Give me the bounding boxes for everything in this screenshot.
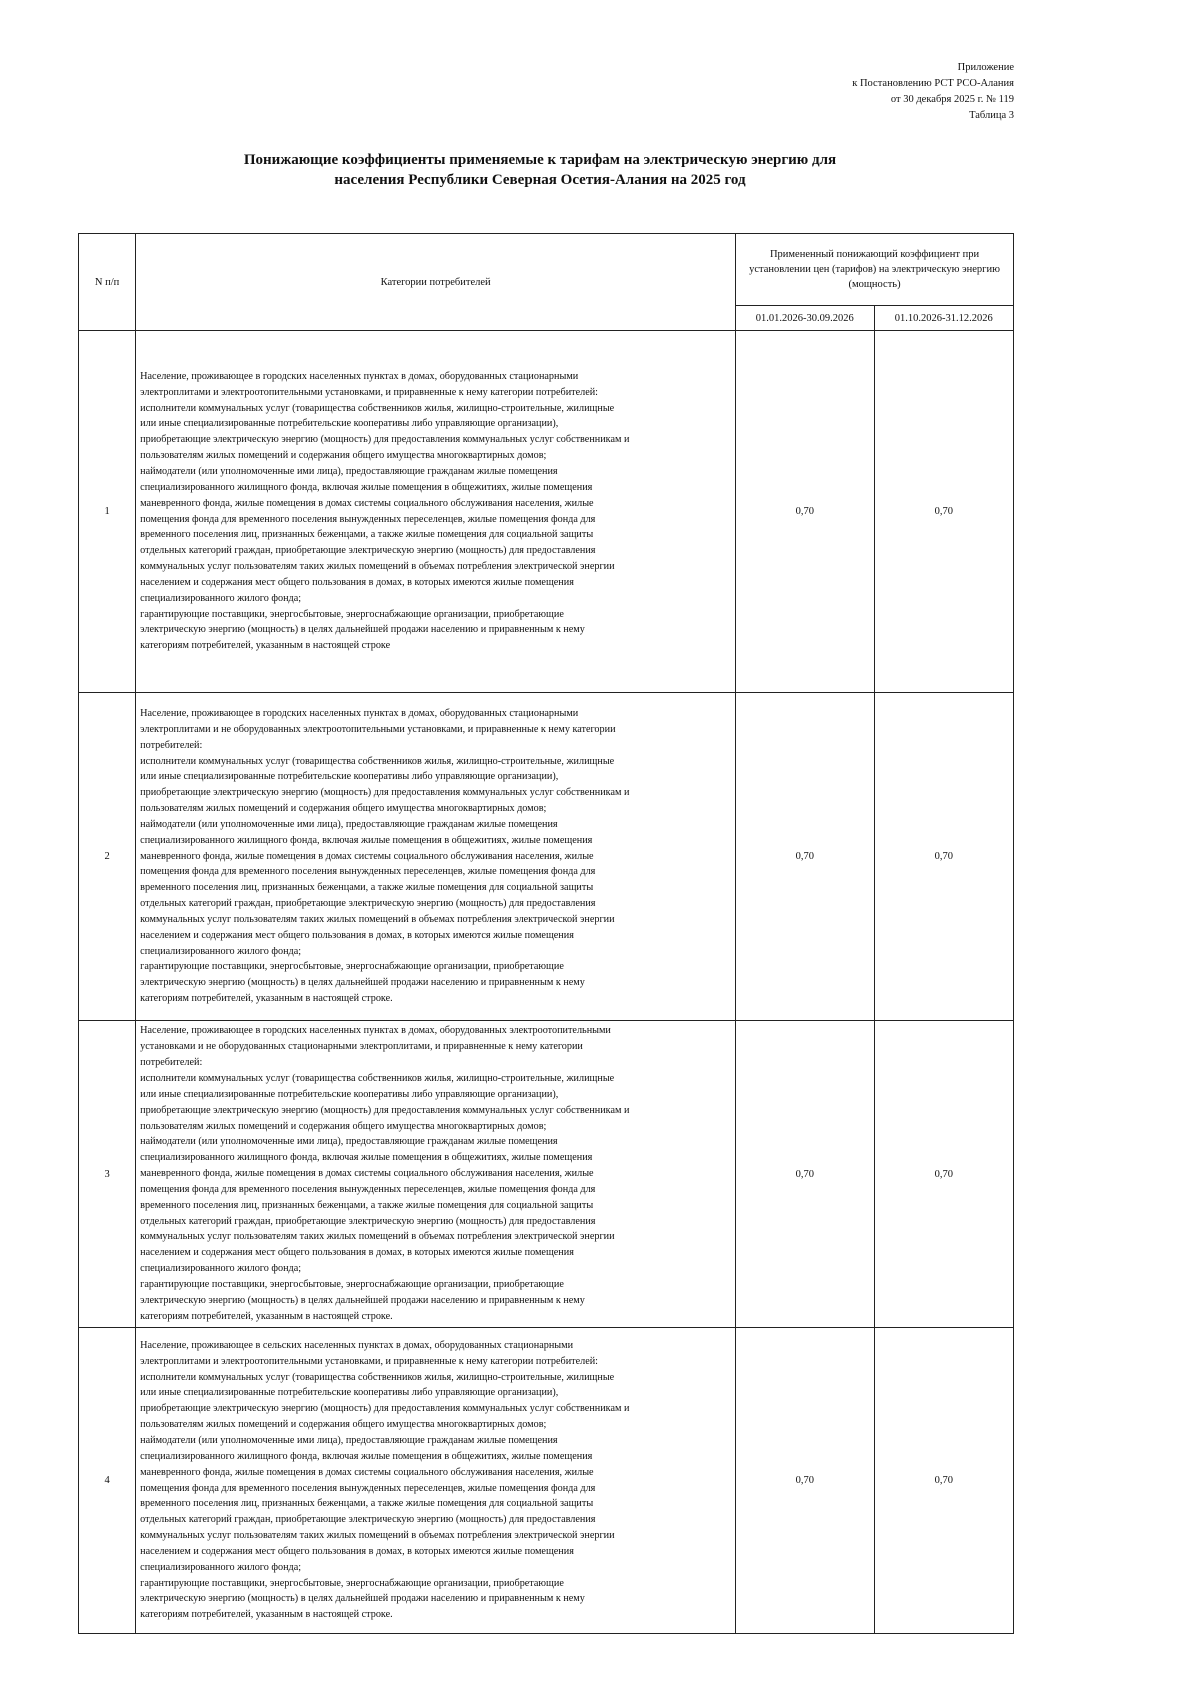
appendix-label: Приложение [957, 62, 1014, 73]
row-coefficient-period-2: 0,70 [874, 693, 1013, 1021]
category-line: Население, проживающее в городских населенных пунктах в домах, оборудованных электроотопительными [140, 1025, 611, 1037]
category-line: специализированного жилого фонда; [140, 592, 302, 604]
category-line: специализированного жилищного фонда, включая жилые помещения в общежитиях, жилые помещения [140, 481, 593, 493]
category-line: приобретающие электрическую энергию (мощность) для предоставления коммунальных услуг собственникам и [140, 787, 630, 799]
category-line: маневренного фонда, жилые помещения в домах системы социального обслуживания населения, жилые [140, 850, 594, 862]
title-line-1: Понижающие коэффициенты применяемые к тарифам на электрическую энергию для [243, 152, 837, 168]
category-line: электрическую энергию (мощность) в целях дальнейшей продажи населению и приравненным к нему [140, 1294, 585, 1306]
category-line: маневренного фонда, жилые помещения в домах системы социального обслуживания населения, жилые [140, 497, 594, 509]
category-line: гарантирующие поставщики, энергосбытовые, энергоснабжающие организации, приобретающие [140, 1278, 564, 1290]
category-line: помещения фонда для временного поселения вынужденных переселенцев, жилые помещения фонда для [140, 866, 596, 878]
category-line: наймодатели (или уполномоченные ими лица), предоставляющие гражданам жилые помещения [140, 465, 558, 477]
category-line: Население, проживающее в сельских населенных пунктах в домах, оборудованных стационарными [140, 1339, 574, 1351]
row-coefficient-period-1: 0,70 [736, 1021, 874, 1328]
category-line: приобретающие электрическую энергию (мощность) для предоставления коммунальных услуг собственникам и [140, 434, 630, 446]
category-line: наймодатели (или уполномоченные ими лица), предоставляющие гражданам жилые помещения [140, 1136, 558, 1148]
category-line: пользователям жилых помещений и содержания общего имущества многоквартирных домов; [140, 1419, 547, 1431]
row-coefficient-period-1: 0,70 [736, 1328, 874, 1634]
category-line: отдельных категорий граждан, приобретающие электрическую энергию (мощность) для предоставления [140, 1215, 596, 1227]
category-text [136, 1338, 735, 1623]
row-category [136, 1328, 736, 1634]
header-num: N п/п [79, 234, 136, 331]
category-line: Население, проживающее в городских населенных пунктах в домах, оборудованных стационарными [140, 370, 579, 382]
category-line: гарантирующие поставщики, энергосбытовые, энергоснабжающие организации, приобретающие [140, 961, 564, 973]
table-row [79, 1021, 1014, 1328]
category-line: помещения фонда для временного поселения вынужденных переселенцев, жилые помещения фонда для [140, 513, 596, 525]
appendix-date-number: от 30 декабря 2025 г. № 119 [890, 94, 1014, 105]
category-line: категориям потребителей, указанным в настоящей строке. [140, 1609, 393, 1621]
category-line: специализированного жилищного фонда, включая жилые помещения в общежитиях, жилые помещения [140, 1450, 593, 1462]
category-line: населением и содержания мест общего пользования в домах, в которых имеются жилые помещения [140, 1545, 574, 1557]
category-line: исполнители коммунальных услуг (товарищества собственников жилья, жилищно-строительные, жилищные [140, 755, 615, 767]
table-row [79, 693, 1014, 1021]
category-line: помещения фонда для временного поселения вынужденных переселенцев, жилые помещения фонда для [140, 1482, 596, 1494]
category-line: гарантирующие поставщики, энергосбытовые, энергоснабжающие организации, приобретающие [140, 608, 564, 620]
category-line: или иные специализированные потребительские кооперативы либо управляющие организации), [140, 771, 559, 783]
appendix-table-number: Таблица 3 [969, 110, 1014, 121]
row-number: 1 [79, 331, 136, 693]
row-category [136, 1021, 736, 1328]
category-line: или иные специализированные потребительские кооперативы либо управляющие организации), [140, 418, 559, 430]
category-line: потребителей: [140, 739, 203, 751]
header-category: Категории потребителей [136, 234, 736, 331]
category-line: пользователям жилых помещений и содержания общего имущества многоквартирных домов; [140, 803, 547, 815]
row-coefficient-period-1: 0,70 [736, 693, 874, 1021]
category-line: электрическую энергию (мощность) в целях дальнейшей продажи населению и приравненным к нему [140, 977, 585, 989]
appendix-reference [852, 60, 1014, 124]
category-line: Население, проживающее в городских населенных пунктах в домах, оборудованных стационарными [140, 707, 579, 719]
category-line: специализированного жилого фонда; [140, 1263, 302, 1275]
row-coefficient-period-2: 0,70 [874, 1328, 1013, 1634]
category-line: отдельных категорий граждан, приобретающие электрическую энергию (мощность) для предоставления [140, 1514, 596, 1526]
header-coefficient: Примененный понижающий коэффициент при установлении цен (тарифов) на электрическую энергию (мощность) [736, 234, 1014, 306]
category-line: установками и не оборудованных стационарными электроплитами, и приравненные к нему категории [140, 1041, 583, 1053]
category-line: приобретающие электрическую энергию (мощность) для предоставления коммунальных услуг собственникам и [140, 1104, 630, 1116]
category-line: категориям потребителей, указанным в настоящей строке. [140, 993, 393, 1005]
category-line: временного поселения лиц, признанных беженцами, а также жилые помещения для социальной защиты [140, 529, 594, 541]
category-line: специализированного жилищного фонда, включая жилые помещения в общежитиях, жилые помещения [140, 1152, 593, 1164]
category-line: населением и содержания мест общего пользования в домах, в которых имеются жилые помещения [140, 929, 574, 941]
table-row [79, 1328, 1014, 1634]
category-line: маневренного фонда, жилые помещения в домах системы социального обслуживания населения, жилые [140, 1466, 594, 1478]
row-number: 4 [79, 1328, 136, 1634]
document-title [160, 150, 920, 190]
row-coefficient-period-1: 0,70 [736, 331, 874, 693]
category-line: электрическую энергию (мощность) в целях дальнейшей продажи населению и приравненным к нему [140, 1593, 585, 1605]
category-line: или иные специализированные потребительские кооперативы либо управляющие организации), [140, 1088, 559, 1100]
category-line: помещения фонда для временного поселения вынужденных переселенцев, жилые помещения фонда для [140, 1183, 596, 1195]
category-line: электрическую энергию (мощность) в целях дальнейшей продажи населению и приравненным к нему [140, 624, 585, 636]
row-coefficient-period-2: 0,70 [874, 331, 1013, 693]
category-text [136, 706, 735, 1007]
category-line: отдельных категорий граждан, приобретающие электрическую энергию (мощность) для предоставления [140, 898, 596, 910]
category-line: населением и содержания мест общего пользования в домах, в которых имеются жилые помещения [140, 576, 574, 588]
category-line: наймодатели (или уполномоченные ими лица), предоставляющие гражданам жилые помещения [140, 818, 558, 830]
category-line: исполнители коммунальных услуг (товарищества собственников жилья, жилищно-строительные, жилищные [140, 1073, 615, 1085]
category-line: наймодатели (или уполномоченные ими лица), предоставляющие гражданам жилые помещения [140, 1434, 558, 1446]
category-line: коммунальных услуг пользователям таких жилых помещений в объемах потребления электрической энергии [140, 561, 615, 573]
category-text [136, 1023, 735, 1324]
category-line: гарантирующие поставщики, энергосбытовые, энергоснабжающие организации, приобретающие [140, 1577, 564, 1589]
appendix-resolution: к Постановлению РСТ РСО-Алания [852, 78, 1014, 89]
row-category [136, 331, 736, 693]
category-line: специализированного жилого фонда; [140, 945, 302, 957]
category-line: или иные специализированные потребительские кооперативы либо управляющие организации), [140, 1387, 559, 1399]
title-line-2: населения Республики Северная Осетия-Алания на 2025 год [334, 172, 746, 188]
category-line: отдельных категорий граждан, приобретающие электрическую энергию (мощность) для предоставления [140, 545, 596, 557]
category-line: приобретающие электрическую энергию (мощность) для предоставления коммунальных услуг собственникам и [140, 1403, 630, 1415]
category-line: исполнители коммунальных услуг (товарищества собственников жилья, жилищно-строительные, жилищные [140, 402, 615, 414]
row-coefficient-period-2: 0,70 [874, 1021, 1013, 1328]
header-period-2: 01.10.2026-31.12.2026 [874, 306, 1013, 331]
row-number: 2 [79, 693, 136, 1021]
category-line: коммунальных услуг пользователям таких жилых помещений в объемах потребления электрической энергии [140, 1231, 615, 1243]
category-line: потребителей: [140, 1057, 203, 1069]
category-line: коммунальных услуг пользователям таких жилых помещений в объемах потребления электрической энергии [140, 913, 615, 925]
category-line: категориям потребителей, указанным в настоящей строке. [140, 1310, 393, 1322]
category-line: маневренного фонда, жилые помещения в домах системы социального обслуживания населения, жилые [140, 1168, 594, 1180]
row-number: 3 [79, 1021, 136, 1328]
category-line: пользователям жилых помещений и содержания общего имущества многоквартирных домов; [140, 1120, 547, 1132]
category-line: исполнители коммунальных услуг (товарищества собственников жилья, жилищно-строительные, жилищные [140, 1371, 615, 1383]
category-line: временного поселения лиц, признанных беженцами, а также жилые помещения для социальной защиты [140, 882, 594, 894]
category-line: специализированного жилого фонда; [140, 1561, 302, 1573]
category-line: временного поселения лиц, признанных беженцами, а также жилые помещения для социальной защиты [140, 1199, 594, 1211]
category-line: временного поселения лиц, признанных беженцами, а также жилые помещения для социальной защиты [140, 1498, 594, 1510]
row-category [136, 693, 736, 1021]
category-line: коммунальных услуг пользователям таких жилых помещений в объемах потребления электрической энергии [140, 1530, 615, 1542]
category-line: пользователям жилых помещений и содержания общего имущества многоквартирных домов; [140, 450, 547, 462]
category-text [136, 369, 735, 654]
table-row [79, 331, 1014, 693]
category-line: специализированного жилищного фонда, включая жилые помещения в общежитиях, жилые помещения [140, 834, 593, 846]
coefficients-table [78, 233, 1014, 1634]
category-line: электроплитами и не оборудованных электроотопительными установками, и приравненные к нему категории [140, 723, 616, 735]
category-line: категориям потребителей, указанным в настоящей строке [140, 640, 391, 652]
header-period-1: 01.01.2026-30.09.2026 [736, 306, 874, 331]
category-line: населением и содержания мест общего пользования в домах, в которых имеются жилые помещения [140, 1247, 574, 1259]
category-line: электроплитами и электроотопительными установками, и приравненные к нему категории потребителей: [140, 1355, 599, 1367]
category-line: электроплитами и электроотопительными установками, и приравненные к нему категории потребителей: [140, 386, 599, 398]
